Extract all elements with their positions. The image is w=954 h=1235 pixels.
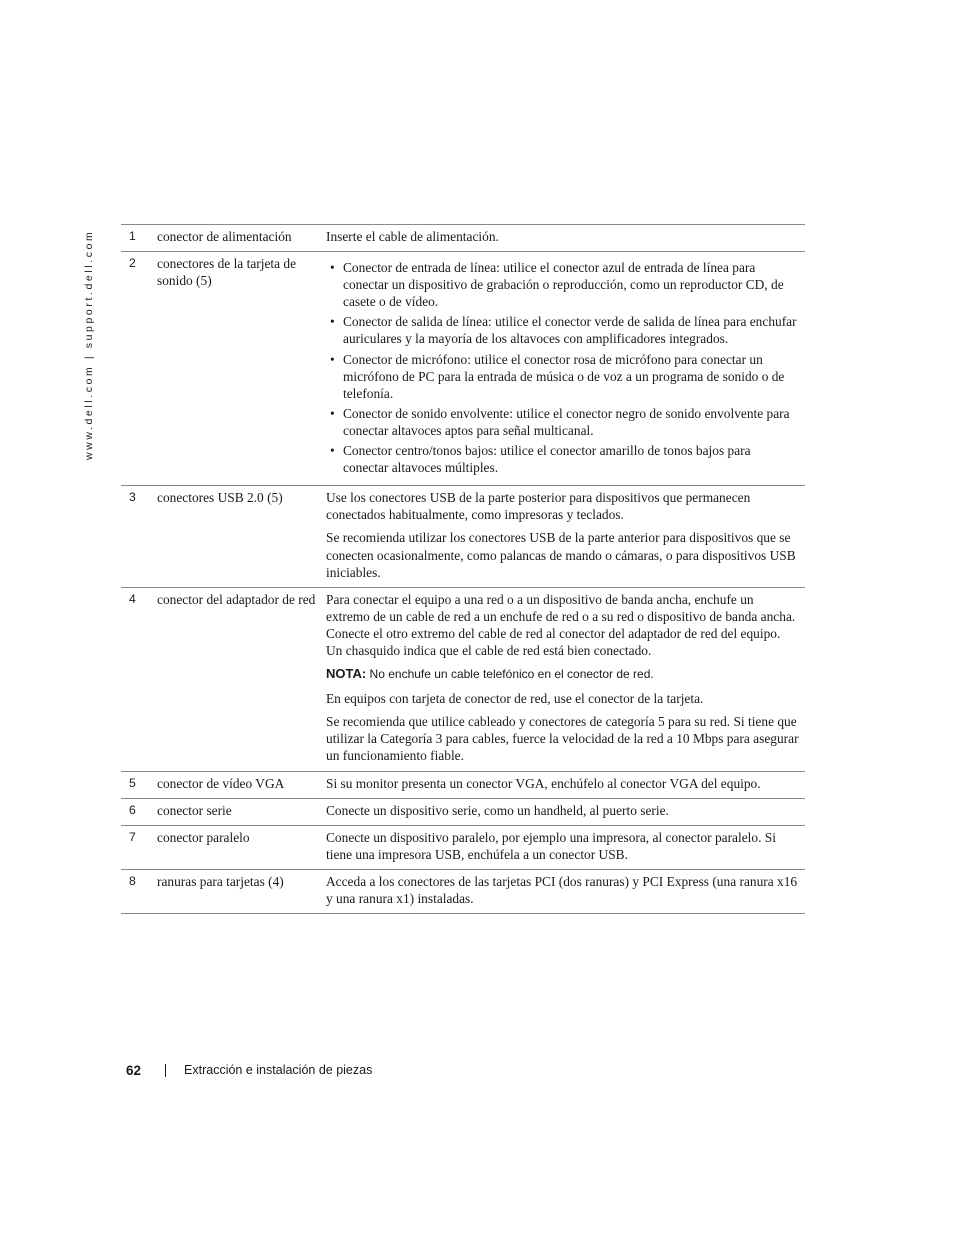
section-title: Extracción e instalación de piezas (184, 1063, 373, 1077)
description-text: Conecte un dispositivo serie, como un handheld, al puerto serie. (326, 802, 669, 818)
connector-name: conector de vídeo VGA (157, 775, 285, 791)
connector-table (121, 224, 805, 914)
connector-name: conector paralelo (157, 829, 250, 845)
connector-description (326, 798, 805, 825)
list-item: • Conector de entrada de línea: utilice el conector azul de entrada de línea para conectar un dispositivo de grabación o reproducción, como un reproductor CD, de casete o de vídeo. (326, 259, 799, 310)
list-item: • Conector de sonido envolvente: utilice el conector negro de sonido envolvente para conectar altavoces aptos para señal multicanal. (326, 405, 799, 439)
table-row (121, 252, 805, 486)
table-row (121, 798, 805, 825)
description-text: Se recomienda que utilice cableado y conectores de categoría 5 para su red. Si tiene que utilizar la Categoría 3 para cables, fuerce la velocidad de la red a 10 Mbps para asegurar un funcionamiento fiable. (326, 714, 799, 764)
note (326, 665, 799, 683)
connector-name: conector serie (157, 802, 232, 818)
connector-description (326, 587, 805, 771)
description-text: Se recomienda utilizar los conectores USB de la parte anterior para dispositivos que se conecten ocasionalmente, como palancas de mando o cámaras, o para dispositivos USB iniciables. (326, 530, 796, 580)
row-number: 5 (129, 775, 136, 790)
description-text: Acceda a los conectores de las tarjetas PCI (dos ranuras) y PCI Express (una ranura x16 y una ranura x1) instaladas. (326, 873, 798, 906)
connector-description (326, 771, 805, 798)
table-row (121, 869, 805, 913)
table-row (121, 825, 805, 869)
row-number: 3 (129, 490, 136, 505)
description-text: En equipos con tarjeta de conector de red, use el conector de la tarjeta. (326, 691, 704, 707)
bullet-list (326, 259, 799, 476)
note-label: NOTA: (326, 666, 367, 682)
description-text: Conecte un dispositivo paralelo, por ejemplo una impresora, al conector paralelo. Si tiene una impresora USB, enchúfela a un conector USB. (326, 829, 776, 862)
description-text: Para conectar el equipo a una red o a un dispositivo de banda ancha, enchufe un extremo de un cable de red a un enchufe de red o a su red o dispositivo de banda ancha. Conecte el otro extremo del cable de red al conector del adaptador de red del equipo. Un chasquido indica que el cable de red está bien conectado. (326, 591, 796, 658)
page-footer (126, 1061, 372, 1079)
table-row (121, 587, 805, 771)
sidebar-url: www.dell.com | support.dell.com (83, 229, 95, 460)
note-text: No enchufe un cable telefónico en el conector de red. (369, 667, 654, 682)
description-text: Use los conectores USB de la parte posterior para dispositivos que permanecen conectados habitualmente, como impresoras y teclados. (326, 490, 751, 523)
footer-divider (165, 1064, 166, 1077)
row-number: 6 (129, 802, 136, 817)
row-number: 2 (129, 256, 136, 271)
connector-description (326, 869, 805, 913)
list-item: • Conector de salida de línea: utilice el conector verde de salida de línea para enchufar auriculares y la mayoría de los altavoces con amplificadores integrados. (326, 313, 799, 347)
connector-name: ranuras para tarjetas (4) (157, 873, 284, 889)
row-number: 4 (129, 591, 136, 606)
table-row (121, 771, 805, 798)
row-number: 1 (129, 229, 136, 243)
connector-description (326, 825, 805, 869)
row-number: 7 (129, 829, 136, 844)
description-text: Si su monitor presenta un conector VGA, enchúfelo al conector VGA del equipo. (326, 775, 761, 791)
connector-description (326, 486, 805, 587)
description-text: Inserte el cable de alimentación. (326, 229, 499, 244)
connector-name: conectores USB 2.0 (5) (157, 490, 283, 506)
table-row (121, 486, 805, 587)
connector-name: conector de alimentación (157, 229, 292, 244)
table-row (121, 225, 805, 252)
row-number: 8 (129, 873, 136, 888)
page-number: 62 (126, 1062, 142, 1078)
connector-name: conectores de la tarjeta de sonido (5) (157, 256, 297, 289)
list-item: • Conector centro/tonos bajos: utilice el conector amarillo de tonos bajos para conectar altavoces múltiples. (326, 442, 799, 476)
list-item: • Conector de micrófono: utilice el conector rosa de micrófono para conectar un micrófono de PC para la entrada de música o de voz a un programa de sonido o de telefonía. (326, 351, 799, 402)
connector-name: conector del adaptador de red (157, 591, 316, 607)
connector-description (326, 225, 805, 252)
connector-description (326, 252, 805, 486)
